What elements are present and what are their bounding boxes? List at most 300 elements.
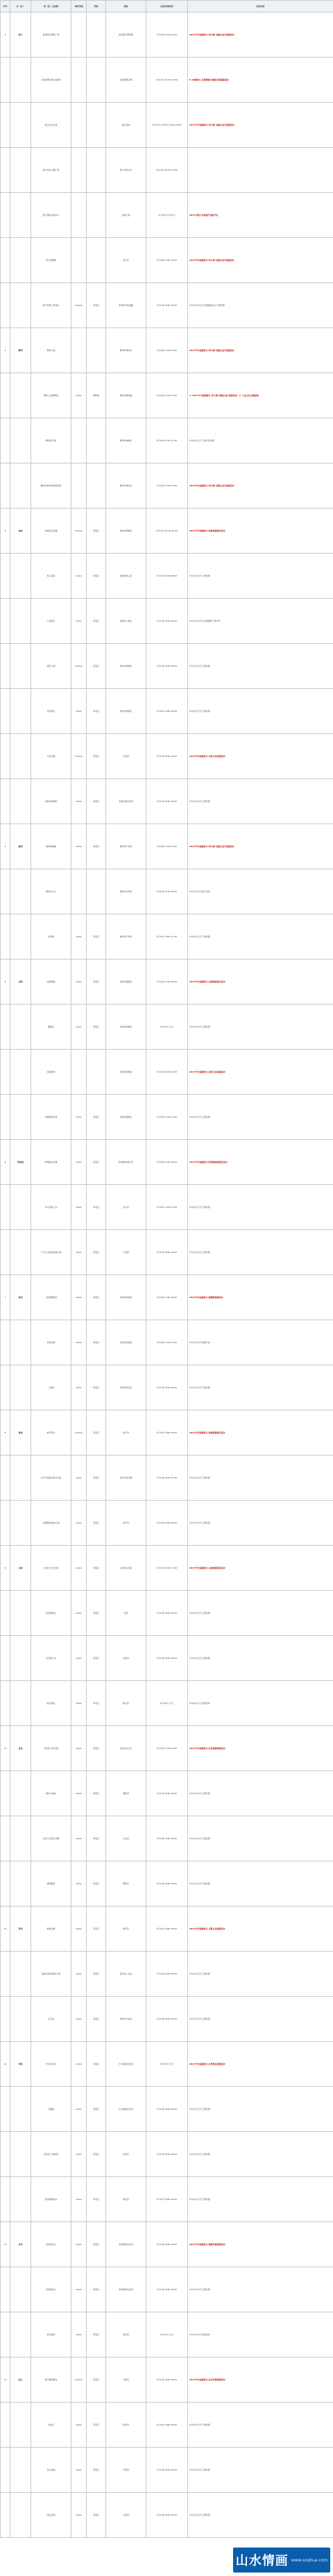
row-city [10,1997,31,2042]
row-activity [188,373,333,418]
row-number [1,148,10,193]
row-activity [188,238,333,283]
row-scenic-name: 金秀莲花山 [31,2267,71,2312]
row-activity [188,1997,333,2042]
row-time: 5月19日 8:00-18:00 [146,869,188,914]
row-activity [188,959,333,1005]
row-scenic-name: 友谊关 [31,2403,71,2448]
row-type: 风景区 [87,1997,106,2042]
row-scenic-name: 涠洲岛 [31,1005,71,1050]
row-address: 北海市海城区 [106,1005,146,1050]
activity-text: 5月19日当天门票优惠 [189,2018,210,2020]
row-scenic-name: 玉林云天文化城 [31,1546,71,1591]
row-grade: AAAA [71,1636,87,1681]
row-scenic-name: 北海银滩 [31,959,71,1005]
row-address: 兴安县 [106,734,146,779]
row-city [10,2403,31,2448]
row-grade: AAAA [71,2448,87,2493]
row-address: 柳州市城中区 [106,463,146,509]
row-number: 10 [1,1726,10,1771]
table-row [1,1771,333,1816]
row-type [87,418,106,463]
row-address: 桂林市象山区 [106,554,146,599]
table-row [1,1185,333,1230]
row-address: 桂林市秀峰区 [106,644,146,689]
row-grade: AAAA [71,2042,87,2087]
row-number [1,1095,10,1140]
table-row [1,1320,333,1365]
row-number [1,599,10,644]
row-number [1,2312,10,2357]
watermark-url: www.sxqhua.com [291,2557,328,2563]
row-number: 12 [1,2042,10,2087]
row-address: 梧州市万秀区 [106,914,146,959]
row-grade: AAAA [71,2177,87,2222]
row-number [1,373,10,418]
row-number: 2 [1,328,10,373]
row-activity [188,103,333,148]
row-type: 风景区 [87,2267,106,2312]
row-type: 风景区 [87,2042,106,2087]
row-city [10,1771,31,1816]
row-city [10,58,31,103]
table-row [1,599,333,644]
row-grade [71,418,87,463]
row-number [1,193,10,238]
row-city [10,283,31,328]
row-city [10,193,31,238]
table-row [1,1636,333,1681]
row-number [1,1501,10,1546]
row-scenic-name: 柳州市城市规划展览馆 [31,463,71,509]
activity-text: 5月19日当天门票优惠 [189,2108,210,2110]
row-number: 14 [1,2357,10,2403]
row-scenic-name: 南宁市民主题广场 [31,148,71,193]
header-detail: 活动内容 [188,1,333,12]
row-city: 北海 [10,959,31,1005]
row-time: 5月19日 8:00-17:30 [146,1456,188,1501]
row-scenic-name: 南宁国际会展中心 [31,193,71,238]
row-number [1,463,10,509]
row-number [1,1952,10,1997]
row-grade: AAAA [71,1681,87,1726]
row-activity [188,2312,333,2357]
activity-text: 5月19日当天登山活动 [189,890,210,893]
row-grade: AAAA [71,2132,87,2177]
row-scenic-name: 德天跨国瀑布 [31,2357,71,2403]
row-city [10,463,31,509]
row-time: 5月19日 全天 [146,2042,188,2087]
row-activity [188,328,333,373]
row-activity [188,2177,333,2222]
row-grade: AAAA [71,1907,87,1952]
row-activity [188,1681,333,1726]
row-address: 民族大道 [106,193,146,238]
row-number [1,644,10,689]
table-header-row [1,1,333,12]
row-scenic-name: 东兴京族三岛 [31,1185,71,1230]
row-address: 桂林市秀峰区 [106,509,146,554]
row-scenic-name: 七星景区 [31,599,71,644]
row-activity [188,599,333,644]
row-address: 邕江南岸 [106,103,146,148]
row-number: 7 [1,1275,10,1320]
row-type: 风景区 [87,1456,106,1501]
row-city: 来宾 [10,2222,31,2267]
row-activity [188,734,333,779]
row-scenic-name: 容县都峤山 [31,1591,71,1636]
activity-text: 2017年中国旅游日·贵港旅游惠民活动 [189,1431,225,1434]
table-row [1,824,333,869]
row-scenic-name: 黄姚古镇 [31,1907,71,1952]
table-row [1,1997,333,2042]
activity-text: 2017年中国旅游日·防城港旅游惠民活动 [189,1161,228,1163]
activity-text: 5月19日当天门票优惠 [189,1386,210,1389]
row-scenic-name: 玉石林 [31,1997,71,2042]
row-activity [188,1952,333,1997]
row-address: 凭祥市 [106,2403,146,2448]
activity-text: 5月19日当天门票优惠 [189,574,210,577]
row-type: 风景区 [87,644,106,689]
table-row [1,2222,333,2267]
row-time: 5月19日 8:00-17:30 [146,914,188,959]
row-activity [188,689,333,734]
table-row [1,2267,333,2312]
row-activity [188,1726,333,1771]
row-activity [188,2357,333,2403]
row-number [1,1861,10,1907]
table-row [1,2177,333,2222]
row-city [10,2132,31,2177]
row-address: 北海市海城区 [106,1050,146,1095]
row-grade [71,103,87,148]
row-address: 靖西市 [106,1861,146,1907]
row-time: 5月19日 9:00-18:00 [146,1140,188,1185]
row-grade: AAAA [71,1456,87,1501]
row-address: 金秀瑶族自治县 [106,2267,146,2312]
table-row [1,2312,333,2357]
row-grade: AAAA [71,1230,87,1275]
activity-text: 5月19日当天门票优惠 [189,1521,210,1524]
row-time: 5月19日 8:00-18:00 [146,734,188,779]
table-row [1,509,333,554]
table-row [1,58,333,103]
row-type: 风景区 [87,1230,106,1275]
activity-text: 5月19日当天门票半价优惠 [189,439,214,442]
row-scenic-name: 陆川温泉 [31,1681,71,1726]
row-activity [188,2132,333,2177]
row-number: 9 [1,1546,10,1591]
row-type [87,193,106,238]
row-type [87,238,106,283]
row-scenic-name: 三娘湾旅游区 [31,1275,71,1320]
row-time: 5月19日 9:00-18:00 [146,959,188,1005]
row-activity [188,283,333,328]
row-time: 5月19日 全天 [146,2312,188,2357]
row-scenic-name: 龙胜龙脊梯田 [31,779,71,824]
row-city [10,1952,31,1997]
row-grade: AAAA [71,1816,87,1861]
row-time: 5月19日 8:00-18:00 [146,1771,188,1816]
row-time: 5月19日 8:00-18:00 [146,1997,188,2042]
row-grade: AAAA [71,1861,87,1907]
row-address: 玉林市玉州区 [106,1546,146,1591]
row-grade: AAAA [71,373,87,418]
row-time: 5月19日 全天 [146,1681,188,1726]
row-time: 5月19日 8:00-18:00 [146,1636,188,1681]
table-row [1,418,333,463]
row-grade [71,238,87,283]
table-row [1,1546,333,1591]
row-address: 南宁市民中心 [106,148,146,193]
row-time: 5月19日 8:00-18:00 [146,1365,188,1410]
row-scenic-name: 乐业大石围天坑群 [31,1816,71,1861]
row-city: 南宁 [10,12,31,58]
row-type: 风景区 [87,1185,106,1230]
row-grade [71,193,87,238]
activity-text: 5月19日当天对全国游客门票半价 [189,620,221,622]
row-address: 巴马瑶族自治县 [106,2042,146,2087]
row-address: 桂平市 [106,1410,146,1456]
row-scenic-name: 南宁青秀山风景区 [31,283,71,328]
table-row [1,2087,333,2132]
row-time: 5月19日 9:00-22:00 [146,12,188,58]
activity-text: 2017年中国旅游日·古镇文化旅游活动 [189,1927,225,1930]
row-type: 风景区 [87,2087,106,2132]
table-row [1,283,333,328]
row-number [1,1230,10,1275]
row-time: 5月19日 8:00-18:00 [146,2267,188,2312]
row-activity [188,1816,333,1861]
row-scenic-name: 龙潭国家森林公园 [31,1501,71,1546]
row-city: 河池 [10,2042,31,2087]
row-scenic-name: 柳州奇石园 [31,418,71,463]
row-address: 象州县 [106,2312,146,2357]
row-grade: AAAA [71,1546,87,1591]
row-grade: AAAA [71,599,87,644]
activity-text: 5月19日当天免费开放 [189,1341,210,1344]
activity-text: 5月19日当天门票优惠 [189,1882,210,1885]
row-time: 5月19日 8:00-18:00 [146,644,188,689]
row-address: 防城港市港口区 [106,1140,146,1185]
row-type [87,12,106,58]
row-time: 5月19日 8:00-18:00 [146,2177,188,2222]
row-type: 风景区 [87,1275,106,1320]
row-grade: AAAA [71,2222,87,2267]
activity-text: 5月19日当天门票优惠 [189,935,210,938]
activity-text: 5月19日当天门票优惠 [189,1612,210,1614]
row-grade: AAAA [71,959,87,1005]
activity-text: 5月19日当天对全国游客实行门票优惠 [189,304,225,307]
activity-text: 2017年中国旅游日·奔小康“把握公园”旅游活动 [189,845,234,848]
row-activity [188,463,333,509]
table-row [1,1050,333,1095]
row-type: 风景区 [87,1907,106,1952]
row-type: 风景区 [87,1365,106,1410]
table-row [1,103,333,148]
activity-text: 2017年中国旅游日·观海豚旅游活动 [189,1296,223,1299]
row-city [10,1320,31,1365]
row-address: 龙胜各族自治县 [106,779,146,824]
row-address: 桂平市 [106,1501,146,1546]
row-number: 5 [1,959,10,1005]
row-activity [188,1410,333,1456]
table-row [1,1230,333,1275]
row-number [1,1591,10,1636]
site-watermark-logo [233,2548,330,2573]
row-grade: AAAA [71,1501,87,1546]
row-time: 5月19日 9:00-22:00 [146,1050,188,1095]
row-scenic-name: 十万大山国家森林公园 [31,1230,71,1275]
row-time: 5月19日 8:30-17:30 [146,418,188,463]
row-city [10,689,31,734]
row-scenic-name: 巴马长寿村 [31,2042,71,2087]
row-activity [188,644,333,689]
row-city: 钦州 [10,1275,31,1320]
row-number [1,1771,10,1816]
header-address: 地址 [106,1,146,12]
row-city [10,2493,31,2538]
table-row [1,2448,333,2493]
row-number [1,914,10,959]
row-type: 风景区 [87,2132,106,2177]
row-activity [188,2448,333,2493]
row-activity [188,148,333,193]
row-time: 5月19日 8:00-18:00 [146,779,188,824]
row-time: 5月19日 9:00-17:00 [146,1320,188,1365]
row-scenic-name: 邕州园艺博览广场 [31,12,71,58]
row-activity [188,1050,333,1095]
row-activity [188,1771,333,1816]
row-grade [71,869,87,914]
row-activity [188,509,333,554]
activity-text: 2017年中国旅游日·老街文化体验活动 [189,1071,225,1073]
row-grade: AAAAA [71,509,87,554]
row-city [10,103,31,148]
activity-text: 5月19日当天优惠活动 [189,1702,210,1705]
row-city: 贵港 [10,1410,31,1456]
activity-text: 5月19日当天门票优惠 [189,1476,210,1479]
row-number [1,2403,10,2448]
row-scenic-name: 明仕田园 [31,2493,71,2538]
row-city [10,869,31,914]
row-number [1,2177,10,2222]
row-number [1,1320,10,1365]
row-city: 贺州 [10,1907,31,1952]
row-type: 风景区 [87,2403,106,2448]
activity-text: 2017年中国旅游日·边关风情旅游活动 [189,2378,225,2381]
table-row [1,554,333,599]
row-city [10,1230,31,1275]
row-type: 风景区 [87,689,106,734]
activity-text: 2017年中国旅游日·奔小康“把握公园”旅游活动 [189,33,234,36]
row-activity [188,1005,333,1050]
table-row [1,1907,333,1952]
row-type: 风景区 [87,1546,106,1591]
row-address: 北部湾航空城 [106,58,146,103]
row-type: 风景区 [87,914,106,959]
row-scenic-name: 通灵大峡谷 [31,1771,71,1816]
row-address: 靖西市 [106,1771,146,1816]
row-scenic-name: 桂林两江四湖 [31,509,71,554]
row-grade: AAAA [71,1365,87,1410]
row-city [10,1501,31,1546]
row-scenic-name: 邕江亲水长廊 [31,103,71,148]
row-time: 5月19日 10:00-17:00 [146,148,188,193]
row-activity [188,1230,333,1275]
activity-text: 5月19日当天门票优惠 [189,665,210,667]
row-scenic-name: 防城港白浪滩 [31,1140,71,1185]
row-type: 风景区 [87,2177,106,2222]
row-grade: AAAA [71,1952,87,1997]
row-grade: AAAA [71,1095,87,1140]
table-row [1,1816,333,1861]
row-address: 梧州市万秀区 [106,824,146,869]
row-activity [188,1907,333,1952]
row-time: 5月19日 8:00-18:00 [146,283,188,328]
row-grade: AAAA [71,2312,87,2357]
row-grade: AAAA [71,2087,87,2132]
row-city: 百色 [10,1726,31,1771]
row-type: 风景区 [87,1636,106,1681]
row-time: 5月19日 8:00-18:00 [146,1230,188,1275]
row-number: 1 [1,12,10,58]
header-type: 类别 [87,1,106,12]
table-row [1,959,333,1005]
row-type: 风景区 [87,2222,106,2267]
activity-text: 5月19日当天门票优惠 [189,1116,210,1118]
row-city [10,148,31,193]
row-address: 贺州市八步区 [106,1952,146,1997]
row-scenic-name: 北部湾航空城·空港湾 [31,58,71,103]
row-city [10,1681,31,1726]
row-address: 梧州市长洲区 [106,869,146,914]
activity-text: 5月19日当天门票优惠 [189,2153,210,2156]
table-row [1,2357,333,2403]
row-address: 钦州市钦南区 [106,1275,146,1320]
row-time: 5月19日 9:00-17:00 [146,1546,188,1591]
row-number [1,2132,10,2177]
activity-text: 5月19日当天门票优惠 [189,2468,210,2471]
row-address: 柳州市城中区 [106,328,146,373]
row-type: 风景区 [87,959,106,1005]
row-scenic-name: 龙母庙 [31,914,71,959]
row-time: 5月19日 8:00-18:00 [146,2493,188,2538]
row-activity [188,2087,333,2132]
row-type: 风景区 [87,509,106,554]
table-row [1,1591,333,1636]
row-type [87,103,106,148]
row-scenic-name: 柳侯公园 [31,328,71,373]
row-grade: AAAA [71,1140,87,1185]
row-city [10,554,31,599]
row-time: 5月19日 9:00-17:00 [146,328,188,373]
table-row [1,1005,333,1050]
table-row [1,148,333,193]
row-grade: AAAA [71,1726,87,1771]
activity-text: 5月19日当天门票优惠 [189,2198,210,2201]
table-row [1,12,333,58]
activity-text: 5月19日当天门票优惠 [189,1025,210,1028]
row-number [1,2448,10,2493]
row-grade: AAAA [71,1185,87,1230]
row-number [1,1636,10,1681]
row-city [10,1591,31,1636]
row-grade: AAAAA [71,2357,87,2403]
row-city [10,1636,31,1681]
row-grade: AAAA [71,1275,87,1320]
table-row [1,463,333,509]
